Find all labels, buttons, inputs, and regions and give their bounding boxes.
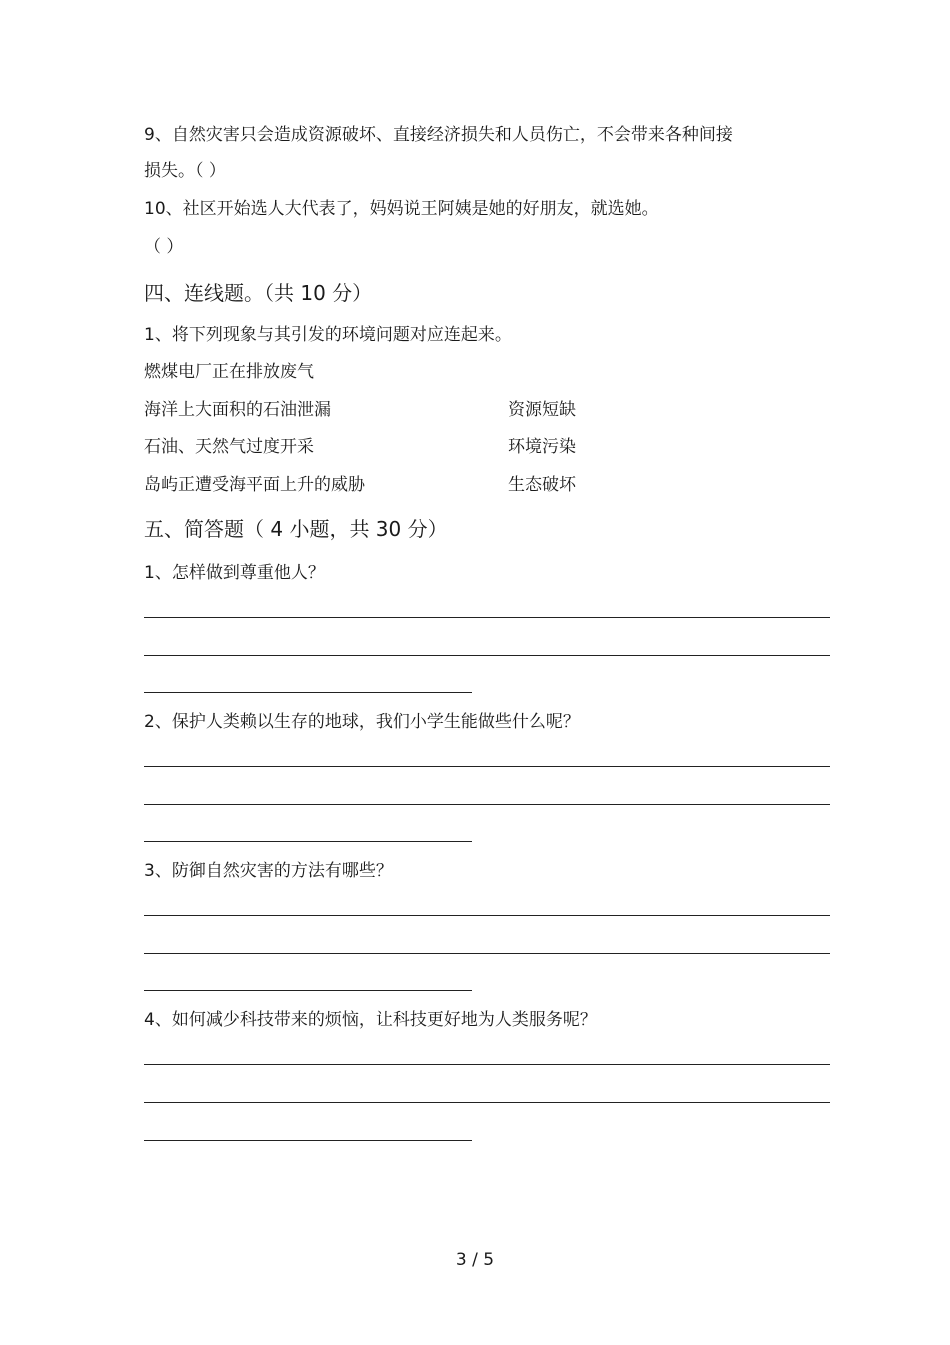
matching-left-item: 岛屿正遭受海平面上升的威胁 [144, 475, 365, 495]
answer-line[interactable] [144, 1102, 830, 1103]
answer-line[interactable] [144, 655, 830, 656]
section-short-answer-heading: 五、简答题（ 4 小题，共 30 分） [144, 517, 448, 541]
question-10-line-1: 10、社区开始选人大代表了，妈妈说王阿姨是她的好朋友，就选她。 [144, 199, 659, 219]
matching-right-item: 环境污染 [508, 437, 576, 457]
answer-line[interactable] [144, 915, 830, 916]
answer-line[interactable] [144, 1140, 472, 1141]
answer-line[interactable] [144, 804, 830, 805]
matching-left-item: 海洋上大面积的石油泄漏 [144, 400, 331, 420]
answer-line[interactable] [144, 766, 830, 767]
short-answer-question-1: 1、怎样做到尊重他人？ [144, 563, 325, 583]
section-matching-heading: 四、连线题。（共 10 分） [144, 281, 373, 305]
short-answer-question-2: 2、保护人类赖以生存的地球，我们小学生能做些什么呢？ [144, 712, 580, 732]
matching-right-item: 资源短缺 [508, 400, 576, 420]
matching-left-item: 燃煤电厂正在排放废气 [144, 362, 314, 382]
answer-line[interactable] [144, 953, 830, 954]
matching-instruction: 1、将下列现象与其引发的环境问题对应连起来。 [144, 325, 512, 345]
page-number: 3 / 5 [455, 1250, 495, 1270]
answer-line[interactable] [144, 1064, 830, 1065]
short-answer-question-4: 4、如何减少科技带来的烦恼，让科技更好地为人类服务呢？ [144, 1010, 597, 1030]
answer-line[interactable] [144, 692, 472, 693]
matching-left-item: 石油、天然气过度开采 [144, 437, 314, 457]
matching-right-item: 生态破坏 [508, 475, 576, 495]
answer-line[interactable] [144, 841, 472, 842]
answer-line[interactable] [144, 990, 472, 991]
question-9-line-1: 9、自然灾害只会造成资源破坏、直接经济损失和人员伤亡，不会带来各种间接 [144, 125, 733, 145]
question-10-line-2: （ ） [144, 237, 184, 257]
answer-line[interactable] [144, 617, 830, 618]
short-answer-question-3: 3、防御自然灾害的方法有哪些？ [144, 861, 393, 881]
question-9-line-2: 损失。（ ） [144, 161, 226, 181]
